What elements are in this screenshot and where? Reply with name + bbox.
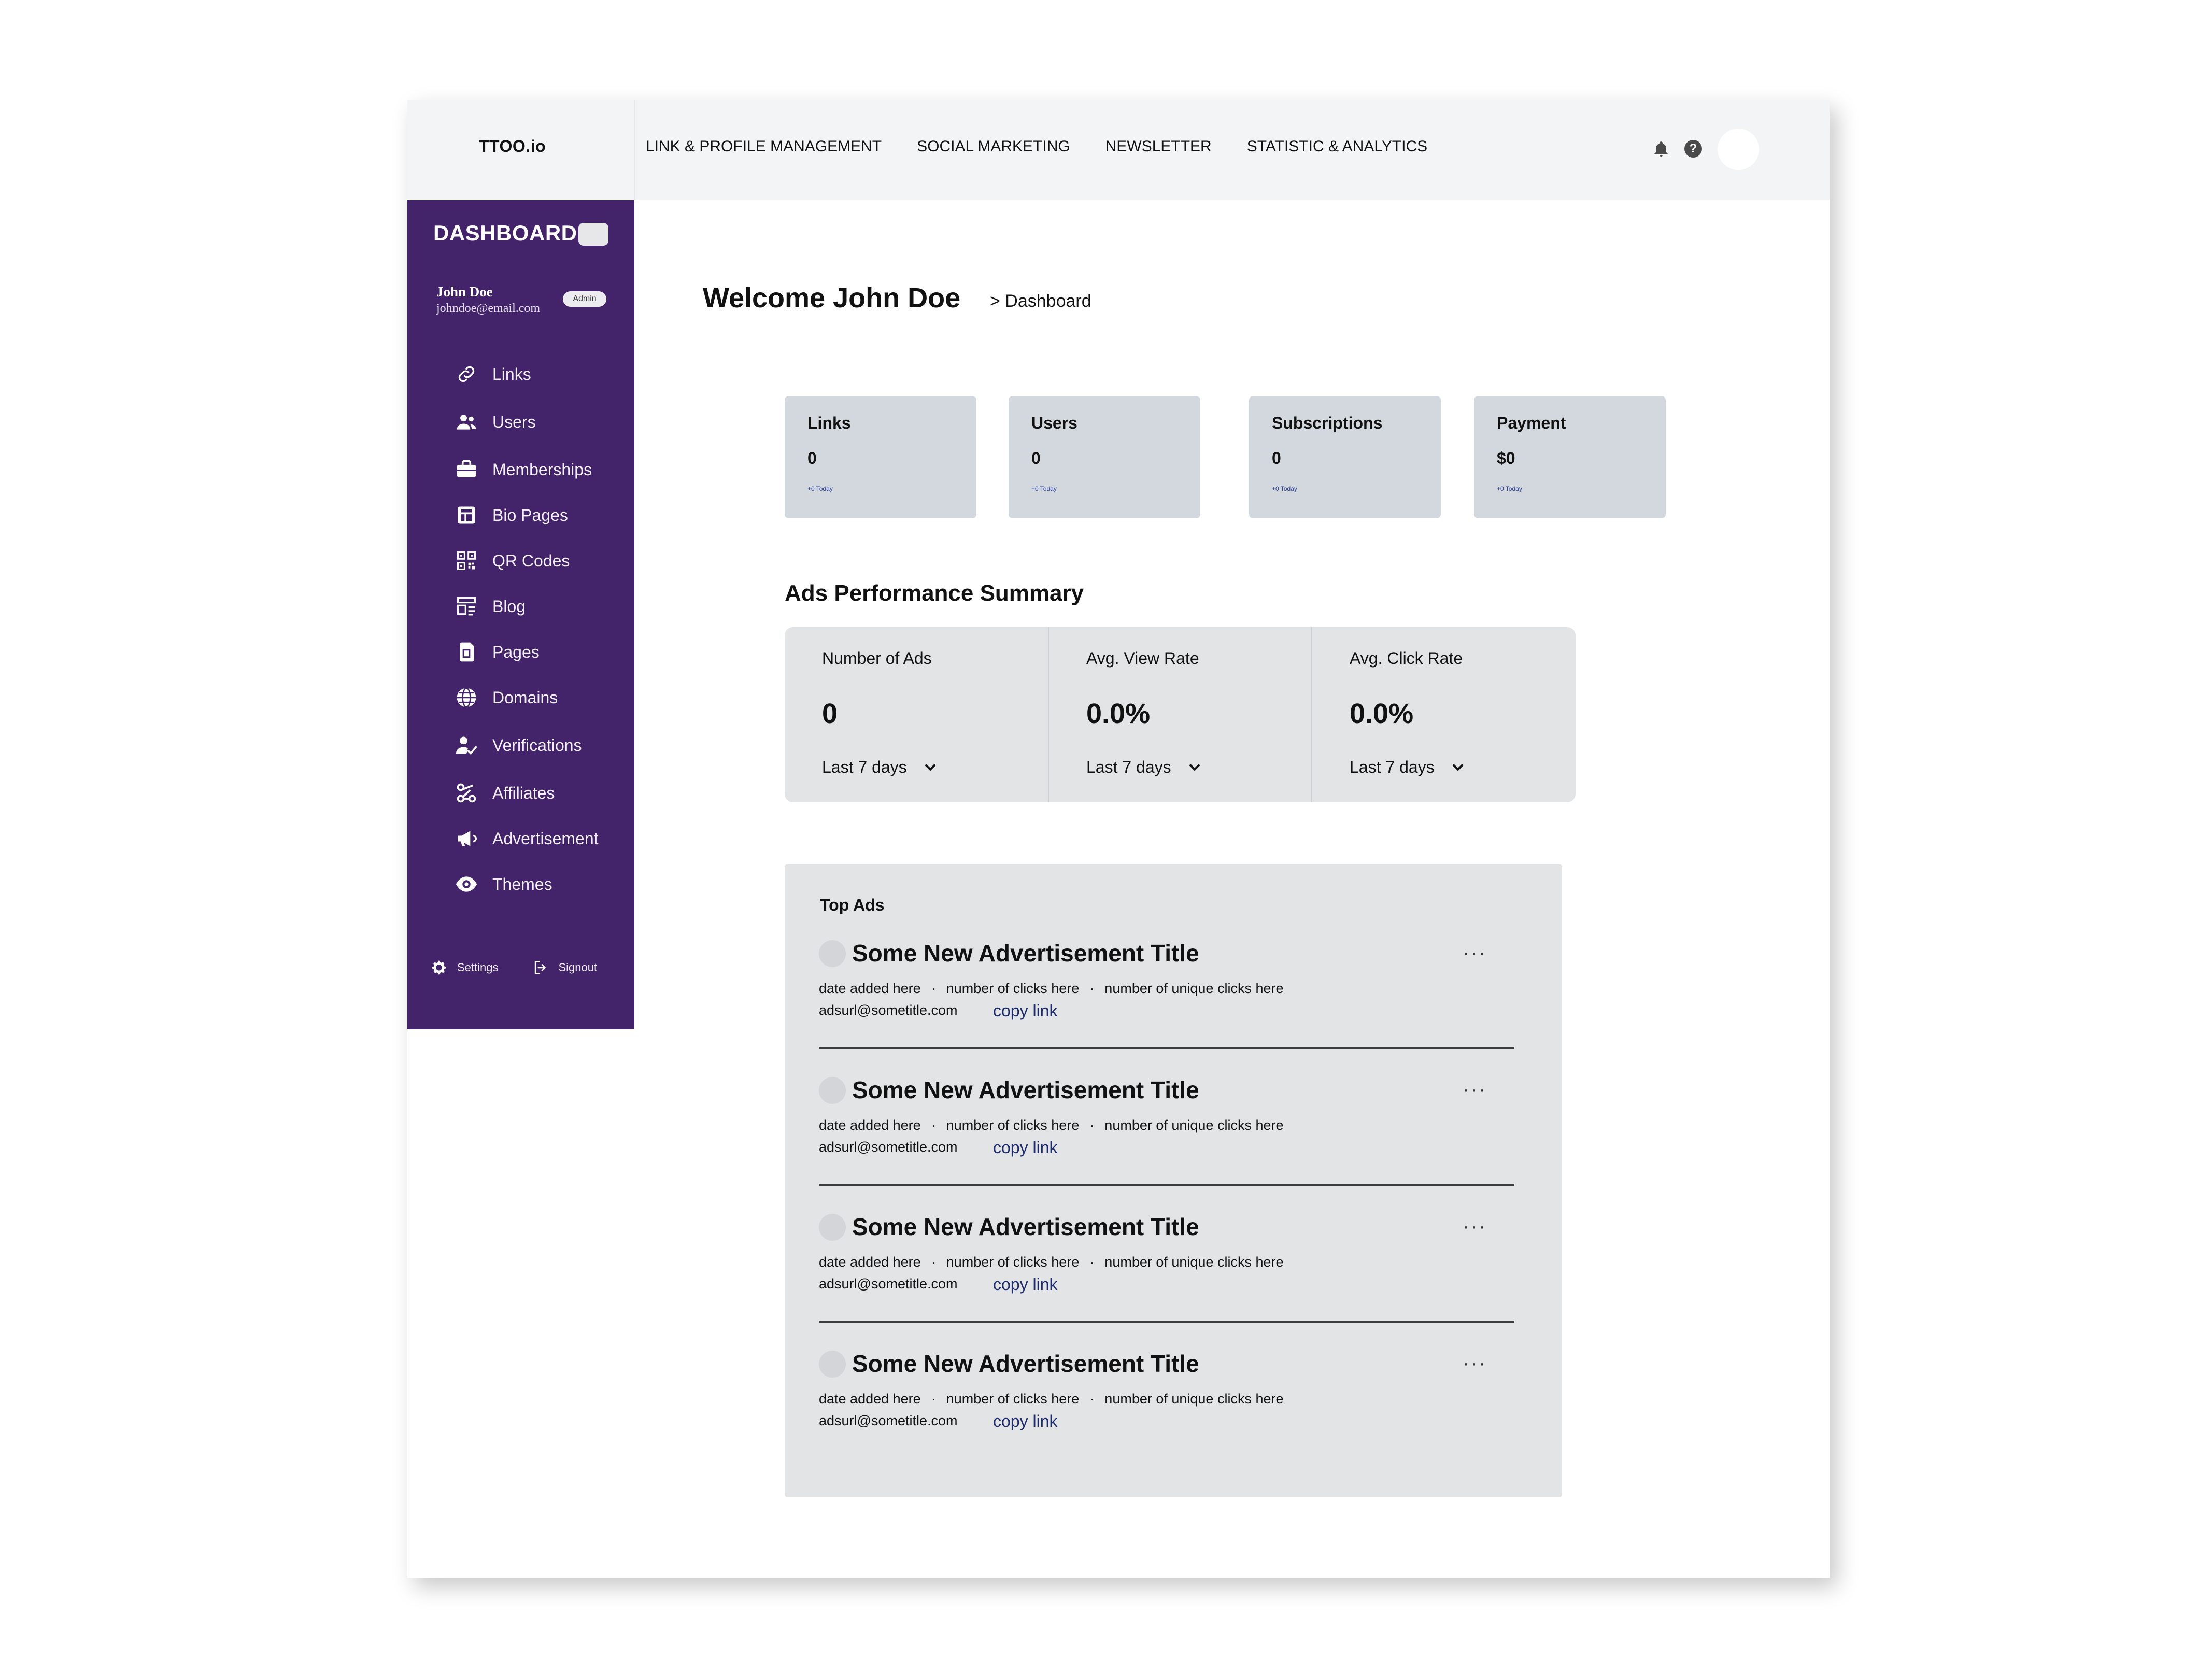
copy-link-button[interactable]: copy link bbox=[993, 1001, 1058, 1020]
divider bbox=[819, 1321, 1514, 1323]
ad-unique-clicks: number of unique clicks here bbox=[1104, 1254, 1284, 1270]
signout-button[interactable] bbox=[532, 959, 598, 976]
ad-clicks: number of clicks here bbox=[946, 1391, 1080, 1407]
meta-separator: · bbox=[1089, 1391, 1095, 1407]
stat-today: +0 Today bbox=[1272, 485, 1297, 492]
globe-icon bbox=[455, 686, 478, 709]
more-options-icon[interactable]: ··· bbox=[1463, 1078, 1486, 1101]
signout-icon bbox=[532, 959, 549, 976]
sidebar-item-links[interactable] bbox=[455, 359, 531, 390]
stat-value: 0 bbox=[1031, 449, 1041, 467]
meta-separator: · bbox=[931, 1117, 936, 1133]
sidebar-item-label: Pages bbox=[492, 642, 540, 661]
sidebar-item-verifications[interactable] bbox=[455, 730, 582, 761]
perf-number-of-ads bbox=[785, 627, 1048, 802]
breadcrumb[interactable]: > Dashboard bbox=[990, 291, 1091, 311]
ads-performance-title: Ads Performance Summary bbox=[785, 580, 1084, 606]
pages-icon bbox=[455, 641, 478, 663]
perf-label: Avg. Click Rate bbox=[1350, 649, 1463, 668]
sidebar-item-affiliates[interactable] bbox=[455, 777, 555, 809]
range-select[interactable] bbox=[1350, 758, 1464, 777]
ad-clicks: number of clicks here bbox=[946, 1117, 1080, 1133]
stat-card-payment[interactable] bbox=[1474, 396, 1666, 518]
copy-link-button[interactable]: copy link bbox=[993, 1275, 1058, 1294]
top-ads-title: Top Ads bbox=[820, 896, 885, 914]
sidebar-item-users[interactable] bbox=[455, 406, 536, 437]
ad-title[interactable]: Some New Advertisement Title bbox=[852, 1350, 1199, 1377]
page-title: Welcome John Doe bbox=[703, 282, 961, 314]
logo-cell bbox=[407, 100, 635, 200]
more-options-icon[interactable]: ··· bbox=[1463, 941, 1486, 964]
ad-date: date added here bbox=[819, 1117, 921, 1133]
settings-label: Settings bbox=[457, 961, 499, 974]
link-icon bbox=[455, 363, 478, 386]
sidebar bbox=[407, 200, 634, 1029]
nav-link-profile-management[interactable]: LINK & PROFILE MANAGEMENT bbox=[646, 138, 882, 155]
stat-today: +0 Today bbox=[1031, 485, 1057, 492]
sidebar-item-qr-codes[interactable] bbox=[455, 545, 570, 576]
perf-value: 0.0% bbox=[1086, 698, 1151, 729]
range-label: Last 7 days bbox=[1350, 758, 1435, 776]
ad-unique-clicks: number of unique clicks here bbox=[1104, 1117, 1284, 1133]
stat-label: Users bbox=[1031, 414, 1077, 432]
nav-statistic-analytics[interactable]: STATISTIC & ANALYTICS bbox=[1246, 138, 1428, 155]
meta-separator: · bbox=[931, 1391, 936, 1407]
users-icon bbox=[455, 410, 478, 433]
layout-icon bbox=[455, 504, 478, 527]
stat-label: Links bbox=[807, 414, 851, 432]
meta-separator: · bbox=[1089, 1254, 1095, 1270]
stat-today: +0 Today bbox=[807, 485, 833, 492]
ad-thumbnail bbox=[819, 1214, 846, 1241]
ad-thumbnail bbox=[819, 940, 846, 967]
ad-date: date added here bbox=[819, 1391, 921, 1407]
avatar[interactable] bbox=[1718, 129, 1759, 170]
ads-performance-summary bbox=[785, 627, 1576, 802]
sidebar-item-label: Memberships bbox=[492, 460, 592, 479]
qr-code-icon bbox=[455, 549, 478, 572]
stat-label: Subscriptions bbox=[1272, 414, 1383, 432]
ad-url: adsurl@sometitle.com bbox=[819, 1413, 958, 1428]
sidebar-item-label: Users bbox=[492, 412, 536, 431]
top-ads-panel bbox=[785, 864, 1562, 1497]
range-select[interactable] bbox=[1086, 758, 1200, 777]
chevron-down-icon bbox=[1452, 763, 1464, 772]
ad-clicks: number of clicks here bbox=[946, 981, 1080, 996]
eye-icon bbox=[455, 873, 478, 896]
ad-thumbnail bbox=[819, 1077, 846, 1104]
range-select[interactable] bbox=[822, 758, 936, 777]
nav-newsletter[interactable]: NEWSLETTER bbox=[1105, 138, 1212, 155]
copy-link-button[interactable]: copy link bbox=[993, 1138, 1058, 1157]
settings-button[interactable] bbox=[430, 959, 499, 976]
sidebar-title: DASHBOARD bbox=[433, 221, 577, 245]
sidebar-item-label: Verifications bbox=[492, 735, 582, 755]
range-label: Last 7 days bbox=[1086, 758, 1171, 776]
sidebar-item-label: Themes bbox=[492, 874, 552, 894]
nav-social-marketing[interactable]: SOCIAL MARKETING bbox=[917, 138, 1070, 155]
ad-clicks: number of clicks here bbox=[946, 1254, 1080, 1270]
ad-unique-clicks: number of unique clicks here bbox=[1104, 1391, 1284, 1407]
stat-value: 0 bbox=[807, 449, 817, 467]
perf-label: Number of Ads bbox=[822, 649, 932, 668]
perf-avg-click-rate bbox=[1311, 627, 1576, 802]
ad-url: adsurl@sometitle.com bbox=[819, 1276, 958, 1292]
copy-link-button[interactable]: copy link bbox=[993, 1412, 1058, 1430]
ad-title[interactable]: Some New Advertisement Title bbox=[852, 1076, 1199, 1103]
more-options-icon[interactable]: ··· bbox=[1463, 1215, 1486, 1238]
stat-label: Payment bbox=[1497, 414, 1566, 432]
sidebar-item-pages[interactable] bbox=[455, 636, 540, 668]
ad-meta bbox=[819, 981, 1283, 997]
briefcase-icon bbox=[455, 458, 478, 481]
ad-meta bbox=[819, 1254, 1283, 1270]
sidebar-item-label: Blog bbox=[492, 597, 526, 616]
sidebar-toggle[interactable] bbox=[578, 223, 608, 246]
ad-meta bbox=[819, 1117, 1283, 1133]
app-window bbox=[407, 100, 1830, 1578]
sidebar-item-bio-pages[interactable] bbox=[455, 500, 568, 531]
perf-value: 0.0% bbox=[1350, 698, 1414, 729]
sidebar-item-domains[interactable] bbox=[455, 682, 558, 713]
sidebar-item-themes[interactable] bbox=[455, 869, 552, 900]
meta-separator: · bbox=[931, 1254, 936, 1270]
signout-label: Signout bbox=[558, 961, 598, 974]
ad-unique-clicks: number of unique clicks here bbox=[1104, 981, 1284, 996]
stat-value: $0 bbox=[1497, 449, 1515, 467]
gear-icon bbox=[430, 959, 448, 976]
meta-separator: · bbox=[1089, 981, 1095, 996]
affiliates-icon bbox=[455, 782, 478, 804]
range-label: Last 7 days bbox=[822, 758, 907, 776]
user-check-icon bbox=[455, 734, 478, 757]
sidebar-item-label: QR Codes bbox=[492, 551, 570, 570]
perf-avg-view-rate bbox=[1048, 627, 1312, 802]
help-icon[interactable]: ? bbox=[1684, 140, 1702, 158]
ad-title[interactable]: Some New Advertisement Title bbox=[852, 940, 1199, 967]
sidebar-item-label: Domains bbox=[492, 688, 558, 707]
ad-meta bbox=[819, 1391, 1283, 1407]
top-navbar bbox=[407, 100, 1830, 200]
sidebar-item-label: Advertisement bbox=[492, 829, 599, 848]
ad-date: date added here bbox=[819, 981, 921, 996]
list-item[interactable] bbox=[819, 1211, 1514, 1348]
sidebar-item-label: Links bbox=[492, 364, 531, 384]
megaphone-icon bbox=[455, 827, 478, 850]
ad-thumbnail bbox=[819, 1351, 846, 1378]
meta-separator: · bbox=[931, 981, 936, 996]
sidebar-item-label: Affiliates bbox=[492, 783, 555, 802]
ad-date: date added here bbox=[819, 1254, 921, 1270]
divider bbox=[819, 1184, 1514, 1186]
bell-icon[interactable] bbox=[1652, 140, 1670, 159]
chevron-down-icon bbox=[1189, 763, 1200, 772]
more-options-icon[interactable]: ··· bbox=[1463, 1352, 1486, 1374]
ad-url: adsurl@sometitle.com bbox=[819, 1002, 958, 1018]
sidebar-item-advertisement[interactable] bbox=[455, 823, 599, 854]
role-badge: Admin bbox=[563, 291, 606, 307]
user-name: John Doe bbox=[436, 284, 493, 300]
perf-value: 0 bbox=[822, 698, 838, 729]
meta-separator: · bbox=[1089, 1117, 1095, 1133]
stat-card-links[interactable] bbox=[785, 396, 976, 518]
chevron-down-icon bbox=[925, 763, 936, 772]
user-email: johndoe@email.com bbox=[436, 302, 541, 315]
ad-title[interactable]: Some New Advertisement Title bbox=[852, 1213, 1199, 1240]
list-item[interactable] bbox=[819, 1348, 1514, 1484]
list-item[interactable] bbox=[819, 1074, 1514, 1211]
stat-value: 0 bbox=[1272, 449, 1281, 467]
sidebar-item-memberships[interactable] bbox=[455, 454, 592, 485]
divider bbox=[819, 1047, 1514, 1049]
list-item[interactable] bbox=[819, 937, 1514, 1074]
main-nav bbox=[646, 138, 1427, 155]
stat-card-subscriptions[interactable] bbox=[1249, 396, 1441, 518]
sidebar-footer bbox=[430, 959, 630, 976]
ad-url: adsurl@sometitle.com bbox=[819, 1139, 958, 1155]
stat-card-users[interactable] bbox=[1009, 396, 1200, 518]
blog-icon bbox=[455, 595, 478, 618]
sidebar-item-label: Bio Pages bbox=[492, 505, 568, 524]
app-logo[interactable]: TTOO.io bbox=[479, 137, 546, 155]
sidebar-item-blog[interactable] bbox=[455, 591, 526, 622]
perf-label: Avg. View Rate bbox=[1086, 649, 1199, 668]
stat-today: +0 Today bbox=[1497, 485, 1522, 492]
